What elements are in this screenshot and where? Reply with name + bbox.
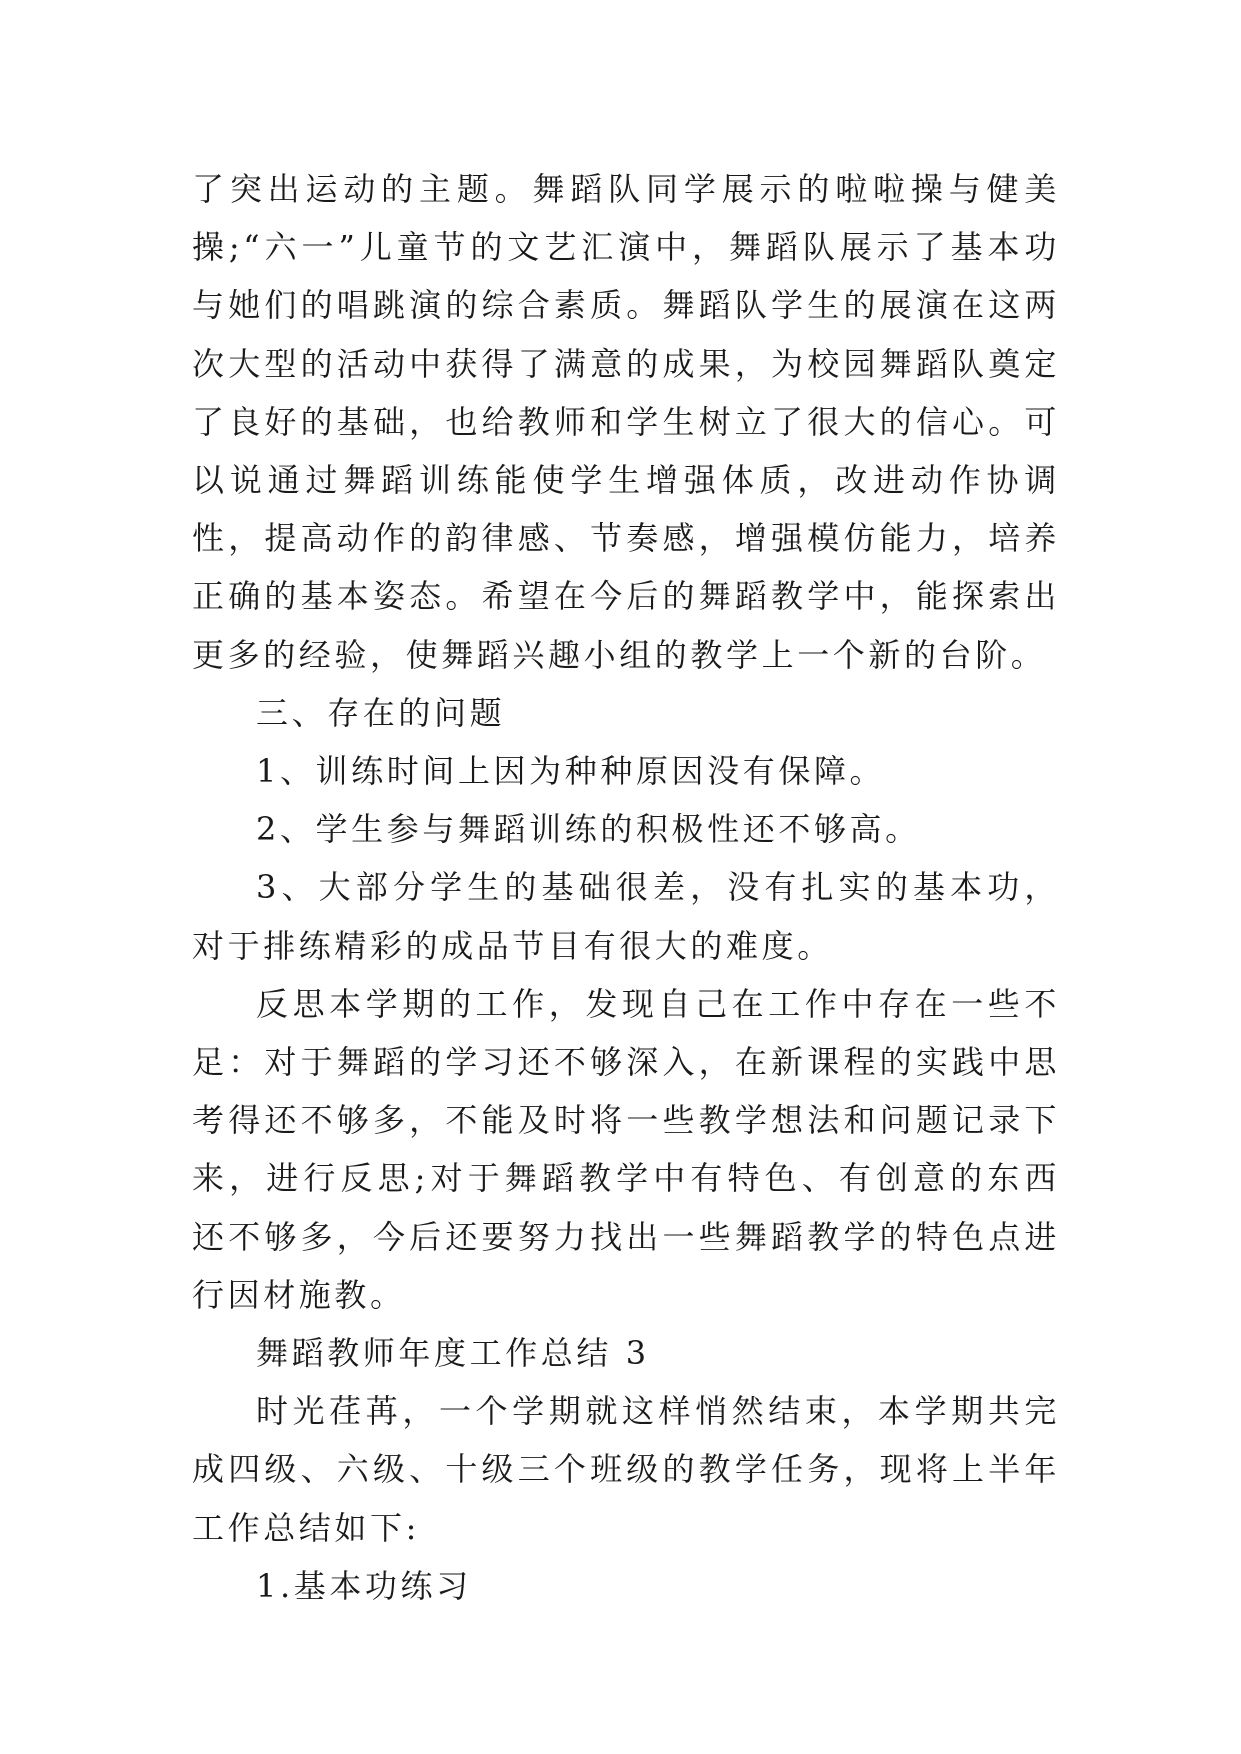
problem-item-3: 3、大部分学生的基础很差，没有扎实的基本功，对于排练精彩的成品节目有很大的难度。: [192, 868, 1060, 965]
paragraph-reflection: 反思本学期的工作，发现自己在工作中存在一些不足：对于舞蹈的学习还不够深入，在新课程的实践中思考得还不够多，不能及时将一些教学想法和问题记录下来，进行反思;对于舞蹈教学中有特色、有创意的东西还不够多，今后还要努力找出一些舞蹈教学的特色点进行因材施教。: [192, 984, 1060, 1314]
problem-item-2: 2、学生参与舞蹈训练的积极性还不够高。: [256, 810, 921, 849]
summary-title-3: 舞蹈教师年度工作总结 3: [256, 1334, 650, 1373]
paragraph-continued-dance-team-results: 了突出运动的主题。舞蹈队同学展示的啦啦操与健美操;“六一”儿童节的文艺汇演中，舞蹈队展示了基本功与她们的唱跳演的综合素质。舞蹈队学生的展演在这两次大型的活动中获得了满意的成果，为校园舞蹈队奠定了良好的基础，也给教师和学生树立了很大的信心。可以说通过舞蹈训练能使学生增强体质，改进动作协调性，提高动作的韵律感、节奏感，增强模仿能力，培养正确的基本姿态。希望在今后的舞蹈教学中，能探索出更多的经验，使舞蹈兴趣小组的教学上一个新的台阶。: [192, 170, 1060, 674]
subheading-basic-skills-practice: 1.基本功练习: [256, 1566, 472, 1605]
section-heading-existing-problems: 三、存在的问题: [256, 693, 506, 732]
document-body: [192, 160, 1060, 1615]
problem-item-1: 1、训练时间上因为种种原因没有保障。: [256, 752, 886, 791]
paragraph-semester-intro: 时光荏苒，一个学期就这样悄然结束，本学期共完成四级、六级、十级三个班级的教学任务，现将上半年工作总结如下:: [192, 1392, 1060, 1547]
